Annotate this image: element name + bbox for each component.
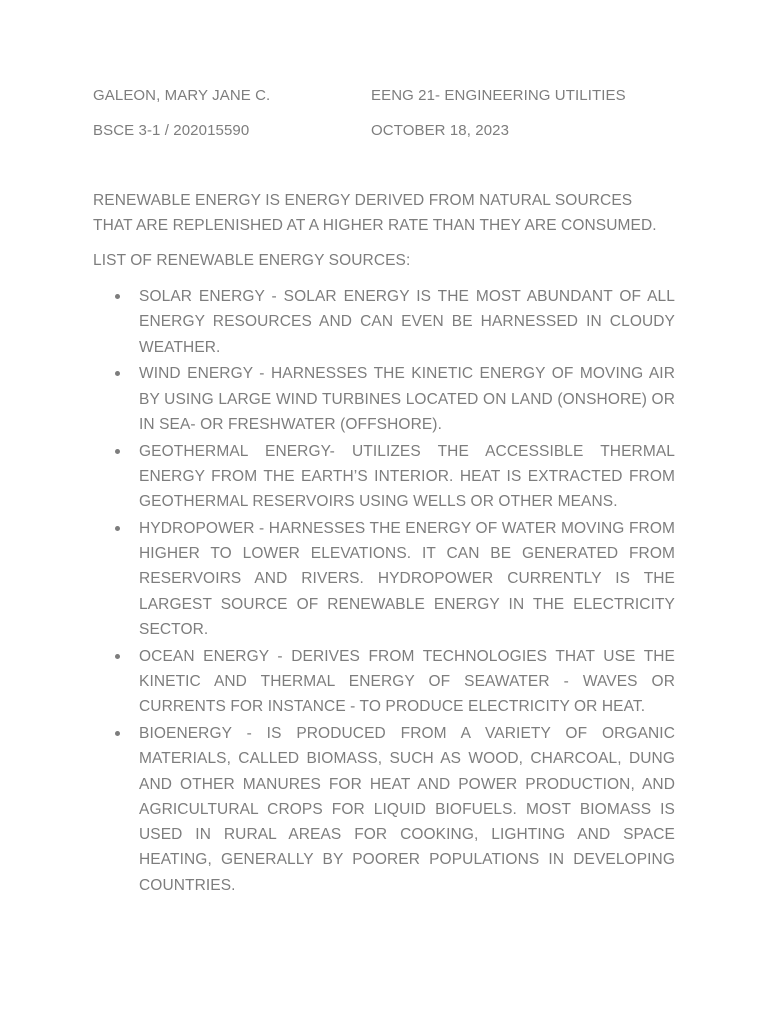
list-item-geothermal xyxy=(93,439,675,515)
bullet-icon xyxy=(115,526,120,531)
section-and-id: BSCE 3-1 / 202015590 xyxy=(93,122,250,139)
list-item-text: WIND ENERGY - HARNESSES THE KINETIC ENERGY OF MOVING AIR BY USING LARGE WIND TURBINES LOCATED ON LAND (ONSHORE) OR IN SEA- OR FRESHWATER (OFFSHORE). xyxy=(139,365,675,433)
bullet-icon xyxy=(115,294,120,299)
list-item-bioenergy xyxy=(93,721,675,898)
course-title: EENG 21- ENGINEERING UTILITIES xyxy=(371,87,626,104)
list-item-text: HYDROPOWER - HARNESSES THE ENERGY OF WATER MOVING FROM HIGHER TO LOWER ELEVATIONS. IT CAN BE GENERATED FROM RESERVOIRS AND RIVERS. HYDROPOWER CURRENTLY IS THE LARGEST SOURCE OF RENEWABLE ENERGY IN THE ELECTRICITY SECTOR. xyxy=(139,519,675,639)
list-item-text: SOLAR ENERGY - SOLAR ENERGY IS THE MOST ABUNDANT OF ALL ENERGY RESOURCES AND CAN EVEN BE HARNESSED IN CLOUDY WEATHER. xyxy=(139,288,675,356)
intro-paragraph: RENEWABLE ENERGY IS ENERGY DERIVED FROM NATURAL SOURCES THAT ARE REPLENISHED AT A HIGHER RATE THAN THEY ARE CONSUMED. xyxy=(93,192,657,234)
list-item-hydropower xyxy=(93,516,675,642)
list-item-text: GEOTHERMAL ENERGY- UTILIZES THE ACCESSIBLE THERMAL ENERGY FROM THE EARTH’S INTERIOR. HEAT IS EXTRACTED FROM GEOTHERMAL RESERVOIRS USING WELLS OR OTHER MEANS. xyxy=(139,442,675,511)
student-name: GALEON, MARY JANE C. xyxy=(93,87,271,104)
bullet-icon xyxy=(115,731,120,736)
list-item-ocean xyxy=(93,644,675,720)
list-item-text: BIOENERGY - IS PRODUCED FROM A VARIETY OF ORGANIC MATERIALS, CALLED BIOMASS, SUCH AS WOOD, CHARCOAL, DUNG AND OTHER MANURES FOR HEAT AND POWER PRODUCTION, AND AGRICULTURAL CROPS FOR LIQUID BIOFUELS. MOST BIOMASS IS USED IN RURAL AREAS FOR COOKING, LIGHTING AND SPACE HEATING, GENERALLY BY POORER POPULATIONS IN DEVELOPING COUNTRIES. xyxy=(139,725,675,894)
list-item-text: OCEAN ENERGY - DERIVES FROM TECHNOLOGIES THAT USE THE KINETIC AND THERMAL ENERGY OF SEAWATER - WAVES OR CURRENTS FOR INSTANCE - TO PRODUCE ELECTRICITY OR HEAT. xyxy=(139,647,675,716)
list-item-solar xyxy=(93,284,675,360)
renewable-sources-list xyxy=(93,284,675,899)
bullet-icon xyxy=(115,654,120,659)
bullet-icon xyxy=(115,449,120,454)
list-heading: LIST OF RENEWABLE ENERGY SOURCES: xyxy=(93,252,411,269)
bullet-icon xyxy=(115,371,120,376)
list-item-wind xyxy=(93,361,675,437)
document-date: OCTOBER 18, 2023 xyxy=(371,122,510,139)
